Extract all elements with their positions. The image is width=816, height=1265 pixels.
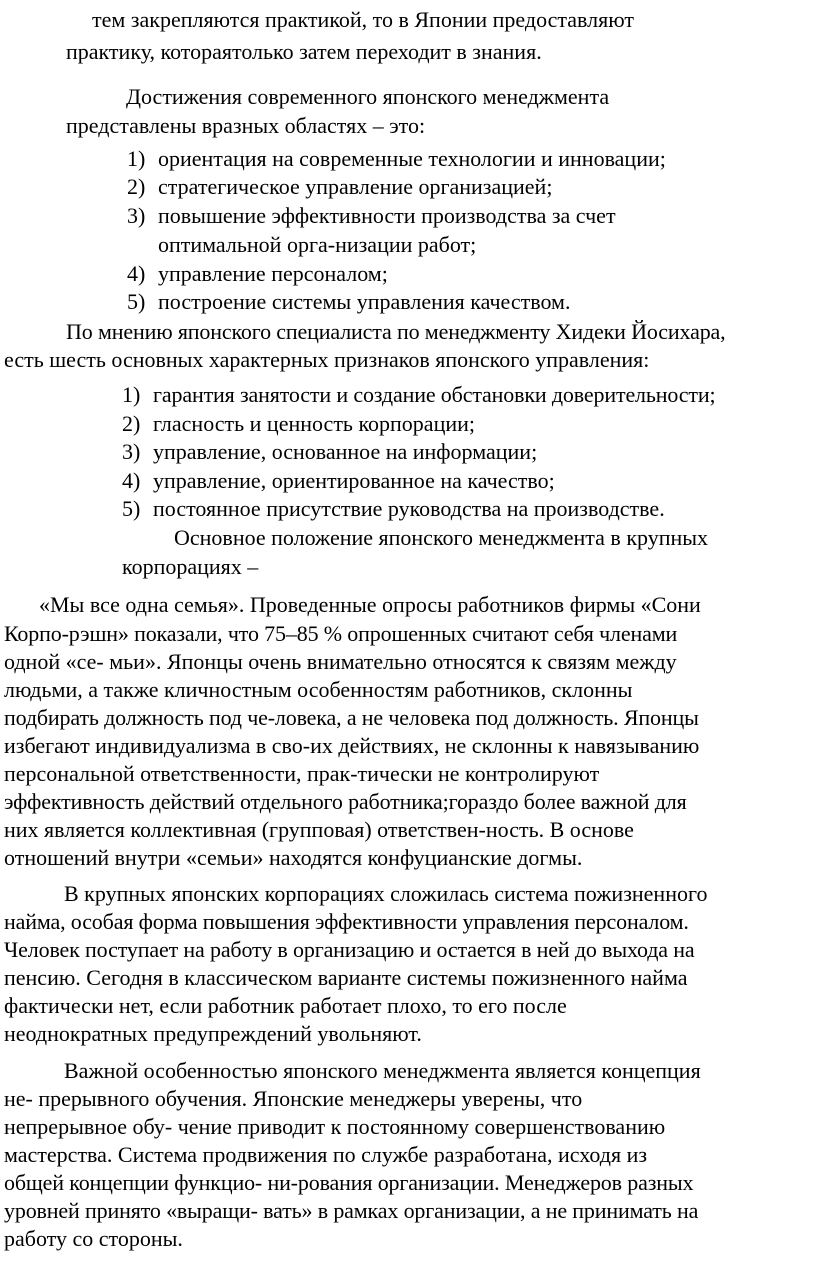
text-line: найма, особая форма повышения эффективности управления персоналом. xyxy=(4,909,689,934)
text-line: мастерства. Система продвижения по службе разработана, исходя из xyxy=(4,1142,648,1167)
text-line: персональной ответственности, прак-тически не контролируют xyxy=(4,761,600,786)
list-number: 3) xyxy=(127,203,146,228)
text-line: подбирать должность под че-ловека, а не человека под должность. Японцы xyxy=(4,705,699,730)
text-line: них является коллективная (групповая) ответствен-ность. В основе xyxy=(4,817,634,842)
list-number: 1) xyxy=(127,146,146,171)
list-number: 4) xyxy=(122,468,141,493)
list-text: постоянное присутствие руководства на производстве. xyxy=(153,496,665,521)
text-line: Человек поступает на работу в организацию и остается в ней до выхода на xyxy=(4,937,695,962)
text-line: Важной особенностью японского менеджмента является концепция xyxy=(64,1058,701,1083)
text-line: По мнению японского специалиста по менеджменту Хидеки Йосихара, xyxy=(66,319,726,344)
list-text: ориентация на современные технологии и инновации; xyxy=(158,146,666,171)
list-number: 2) xyxy=(122,411,141,436)
list-text: управление, основанное на информации; xyxy=(153,439,538,464)
text-line: общей концепции функцио- ни-рования организации. Менеджеров разных xyxy=(4,1170,694,1195)
list-text: стратегическое управление организацией; xyxy=(158,174,553,199)
text-line: Корпо-рэшн» показали, что 75–85 % опрошенных считают себя членами xyxy=(4,621,678,646)
text-line: людьми, а также кличностным особенностям работников, склонны xyxy=(4,677,633,702)
list-number: 3) xyxy=(122,439,141,464)
list-number: 4) xyxy=(127,261,146,286)
text-line: есть шесть основных характерных признаков японского управления: xyxy=(4,347,650,372)
list-number: 5) xyxy=(127,289,146,314)
text-line: работу со стороны. xyxy=(4,1226,183,1251)
text-line: пенсию. Сегодня в классическом варианте системы пожизненного найма xyxy=(4,965,688,990)
list-text: построение системы управления качеством. xyxy=(158,289,571,314)
list-text: управление, ориентированное на качество; xyxy=(153,468,555,493)
text-line: эффективность действий отдельного работника;гораздо более важной для xyxy=(4,789,687,814)
text-line: одной «се- мьи». Японцы очень внимательно относятся к связям между xyxy=(4,649,677,674)
text-line: уровней принято «выращи- вать» в рамках организации, а не принимать на xyxy=(4,1198,699,1223)
list-text: повышение эффективности производства за счет xyxy=(158,203,616,228)
text-line: корпорациях – xyxy=(122,554,259,579)
list-text: оптимальной орга-низации работ; xyxy=(158,232,477,257)
text-line: тем закрепляются практикой, то в Японии предоставляют xyxy=(92,7,634,32)
list-text: гласность и ценность корпорации; xyxy=(153,411,476,436)
list-text: гарантия занятости и создание обстановки доверительности; xyxy=(153,382,716,407)
text-line: Достижения современного японского менеджмента xyxy=(126,84,610,109)
text-line: отношений внутри «семьи» находятся конфуцианские догмы. xyxy=(4,845,583,870)
text-line: Основное положение японского менеджмента в крупных xyxy=(174,525,709,550)
text-line: не- прерывного обучения. Японские менеджеры уверены, что xyxy=(4,1086,583,1111)
list-text: управление персоналом; xyxy=(158,261,388,286)
text-line: практику, котораятолько затем переходит в знания. xyxy=(66,39,542,64)
list-number: 2) xyxy=(127,174,146,199)
list-number: 1) xyxy=(122,382,141,407)
text-line: избегают индивидуализма в сво-их действиях, не склонны к навязыванию xyxy=(4,733,700,758)
text-line: неоднократных предупреждений увольняют. xyxy=(4,1021,422,1046)
list-number: 5) xyxy=(122,496,141,521)
text-line: В крупных японских корпорациях сложилась система пожизненного xyxy=(64,881,708,906)
text-line: фактически нет, если работник работает плохо, то его после xyxy=(4,993,567,1018)
text-line: «Мы все одна семья». Проведенные опросы работников фирмы «Сони xyxy=(39,592,701,617)
text-line: непрерывное обу- чение приводит к постоянному совершенствованию xyxy=(4,1114,666,1139)
text-line: представлены вразных областях – это: xyxy=(66,113,426,138)
